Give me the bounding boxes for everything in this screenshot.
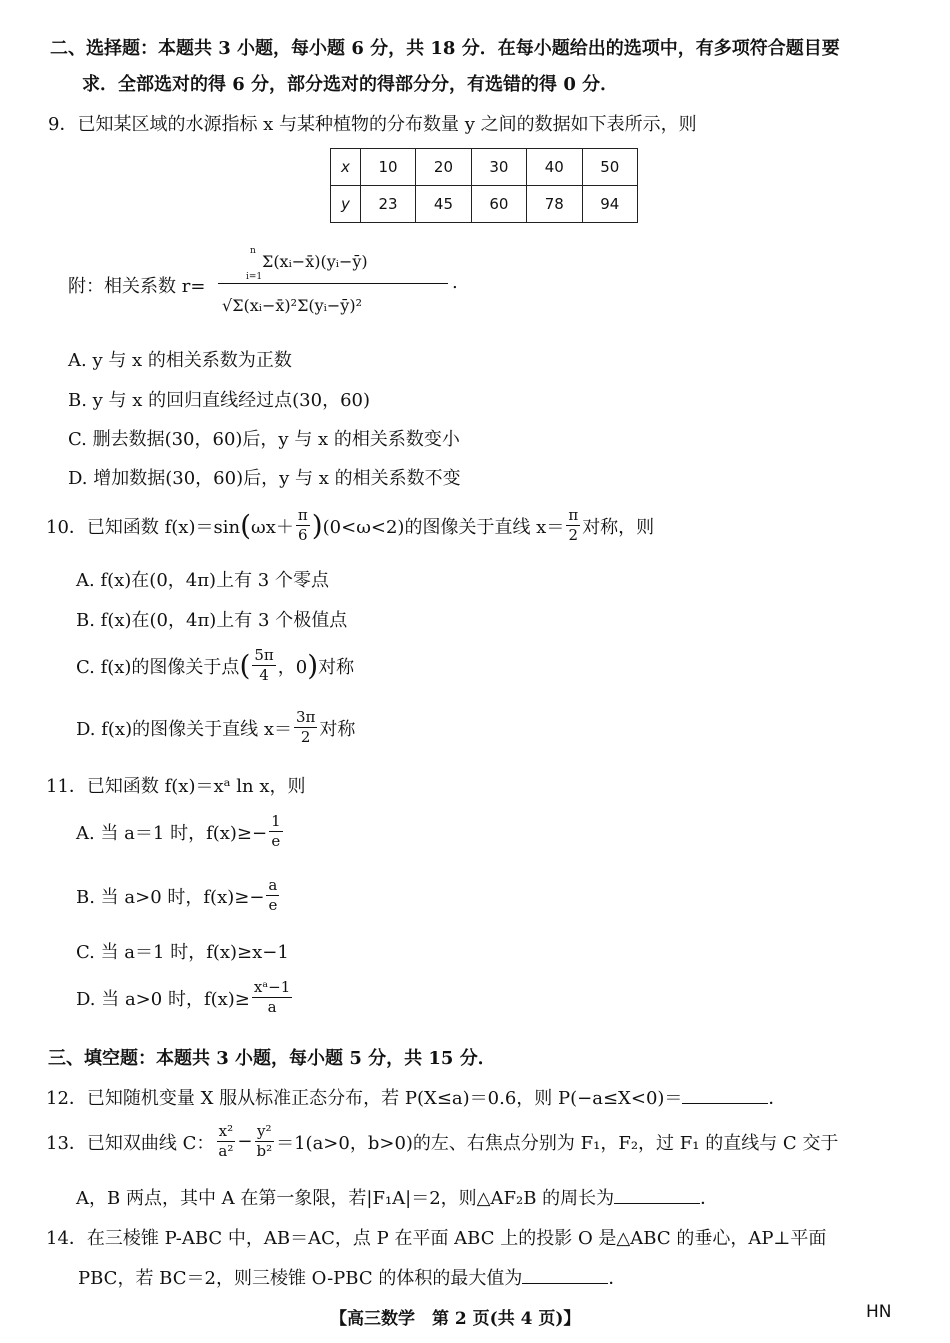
table-row-x [331, 149, 638, 186]
section2-heading-line2: 求．全部选对的得 6 分，部分选对的得部分分，有选错的得 0 分． [82, 74, 619, 95]
table-row-y [331, 186, 638, 223]
table-cell: 45 [416, 186, 471, 223]
q13-line2 [76, 1184, 718, 1210]
table-cell: 20 [416, 149, 471, 186]
region-code: HN [866, 1302, 892, 1322]
table-cell: 94 [582, 186, 637, 223]
option-text: 对称 [319, 718, 356, 740]
q9-option-b: B. y 与 x 的回归直线经过点(30，60) [68, 390, 371, 411]
sum-lower-limit: i=1 [246, 272, 263, 282]
pi-over-6: $\frac{\pi}{6}$ [297, 506, 308, 544]
paren-close: ) [307, 648, 319, 682]
table-cell: 50 [582, 149, 637, 186]
table-header-x: x [331, 149, 361, 186]
q9-formula-numerator: Σ(xᵢ−x̄)(yᵢ−ȳ) [262, 252, 368, 271]
q9-formula-prefix: 附：相关系数 r= [68, 276, 206, 297]
period: ． [768, 1088, 787, 1109]
table-cell: 30 [471, 149, 526, 186]
q11-option-d [76, 980, 294, 1015]
q14-line2 [78, 1264, 626, 1290]
q10-stem-part: 对称，则 [582, 516, 655, 538]
q10-stem-part: (0<ω<2)的图像关于直线 x＝ [322, 516, 565, 538]
xa-minus-1-over-a: $\frac{\text{xᵃ−1}}{a}$ [253, 978, 291, 1016]
paren-open: ( [239, 648, 251, 682]
option-text: 对称 [318, 656, 355, 678]
q9-formula-denominator: √Σ(xᵢ−x̄)²Σ(yᵢ−ȳ)² [222, 296, 362, 315]
paren-close: ) [311, 508, 323, 542]
q13-stem: A，B 两点，其中 A 在第一象限，若|F₁A|＝2，则△AF₂B 的周长为 [76, 1188, 615, 1209]
option-text: D. f(x)的图像关于直线 x＝ [76, 718, 292, 740]
option-text: D. 当 a>0 时，f(x)≥ [76, 988, 250, 1010]
section3-heading: 三、填空题：本题共 3 小题，每小题 5 分，共 15 分． [48, 1048, 496, 1069]
section2-heading-line1: 二、选择题：本题共 3 小题，每小题 6 分，共 18 分．在每小题给出的选项中，有多项符合题目要 [50, 38, 840, 59]
q14-stem: PBC，若 BC＝2，则三棱锥 O-PBC 的体积的最大值为 [78, 1268, 523, 1289]
y2-over-b2: $\frac{\text{y²}}{\text{b²}}$ [256, 1122, 273, 1160]
q10-stem [46, 508, 654, 543]
one-over-e: $\frac{1}{e}$ [271, 812, 281, 850]
five-pi-over-4: $\frac{5\pi}{4}$ [254, 646, 274, 684]
q11-option-a [76, 814, 285, 849]
three-pi-over-2: $\frac{3\pi}{2}$ [295, 708, 316, 746]
a-over-e: $\frac{a}{e}$ [268, 876, 278, 914]
q9-stem: 9．已知某区域的水源指标 x 与某种植物的分布数量 y 之间的数据如下表所示，则 [48, 114, 697, 135]
paren-open: ( [240, 508, 252, 542]
q13-stem: ＝1(a>0，b>0)的左、右焦点分别为 F₁，F₂，过 F₁ 的直线与 C 交于 [276, 1132, 839, 1154]
table-cell: 78 [527, 186, 582, 223]
q10-option-a: A. f(x)在(0，4π)上有 3 个零点 [76, 570, 329, 591]
q13-stem: 13．已知双曲线 C： [46, 1132, 215, 1154]
option-text: ，0 [277, 656, 308, 678]
q10-option-d [76, 710, 355, 745]
q13-line1 [46, 1124, 838, 1159]
table-cell: 60 [471, 186, 526, 223]
q9-option-c: C. 删去数据(30，60)后，y 与 x 的相关系数变小 [68, 429, 460, 450]
option-text: C. f(x)的图像关于点 [76, 656, 240, 678]
q12-stem: 12．已知随机变量 X 服从标准正态分布，若 P(X≤a)＝0.6，则 P(−a≤X<0)＝ [46, 1088, 683, 1109]
table-cell: 40 [527, 149, 582, 186]
period: ． [608, 1268, 627, 1289]
answer-blank[interactable] [682, 1087, 768, 1104]
q10-stem-part: 10．已知函数 f(x)＝sin [46, 516, 241, 538]
answer-blank[interactable] [522, 1267, 608, 1284]
q9-data-table [330, 148, 638, 223]
q10-stem-inner: ωx＋ [251, 516, 294, 538]
q10-option-c [76, 648, 354, 683]
x2-over-a2: $\frac{\text{x²}}{\text{a²}}$ [218, 1122, 234, 1160]
q11-option-b [76, 878, 281, 913]
minus-sign: − [237, 1131, 253, 1152]
option-text: A. 当 a＝1 时，f(x)≥− [76, 822, 268, 844]
sum-upper-limit: n [250, 246, 256, 256]
q9-option-d: D. 增加数据(30，60)后，y 与 x 的相关系数不变 [68, 468, 461, 489]
q9-option-a: A. y 与 x 的相关系数为正数 [68, 350, 292, 371]
pi-over-2: $\frac{\pi}{2}$ [568, 506, 579, 544]
q10-option-b: B. f(x)在(0，4π)上有 3 个极值点 [76, 610, 348, 631]
q12-text [46, 1084, 786, 1110]
period: ． [700, 1188, 719, 1209]
option-text: B. 当 a>0 时，f(x)≥− [76, 886, 265, 908]
period: . [452, 272, 458, 293]
table-header-y: y [331, 186, 361, 223]
q14-line1: 14．在三棱锥 P-ABC 中，AB＝AC，点 P 在平面 ABC 上的投影 O 是△ABC 的垂心，AP⊥平面 [46, 1228, 827, 1249]
table-cell: 10 [360, 149, 415, 186]
q11-option-c: C. 当 a＝1 时，f(x)≥x−1 [76, 942, 289, 963]
fraction-bar [218, 283, 448, 284]
q11-stem: 11．已知函数 f(x)＝xᵃ ln x，则 [46, 776, 306, 797]
answer-blank[interactable] [614, 1187, 700, 1204]
table-cell: 23 [360, 186, 415, 223]
page-footer: 【高三数学 第 2 页(共 4 页)】 [330, 1309, 581, 1329]
